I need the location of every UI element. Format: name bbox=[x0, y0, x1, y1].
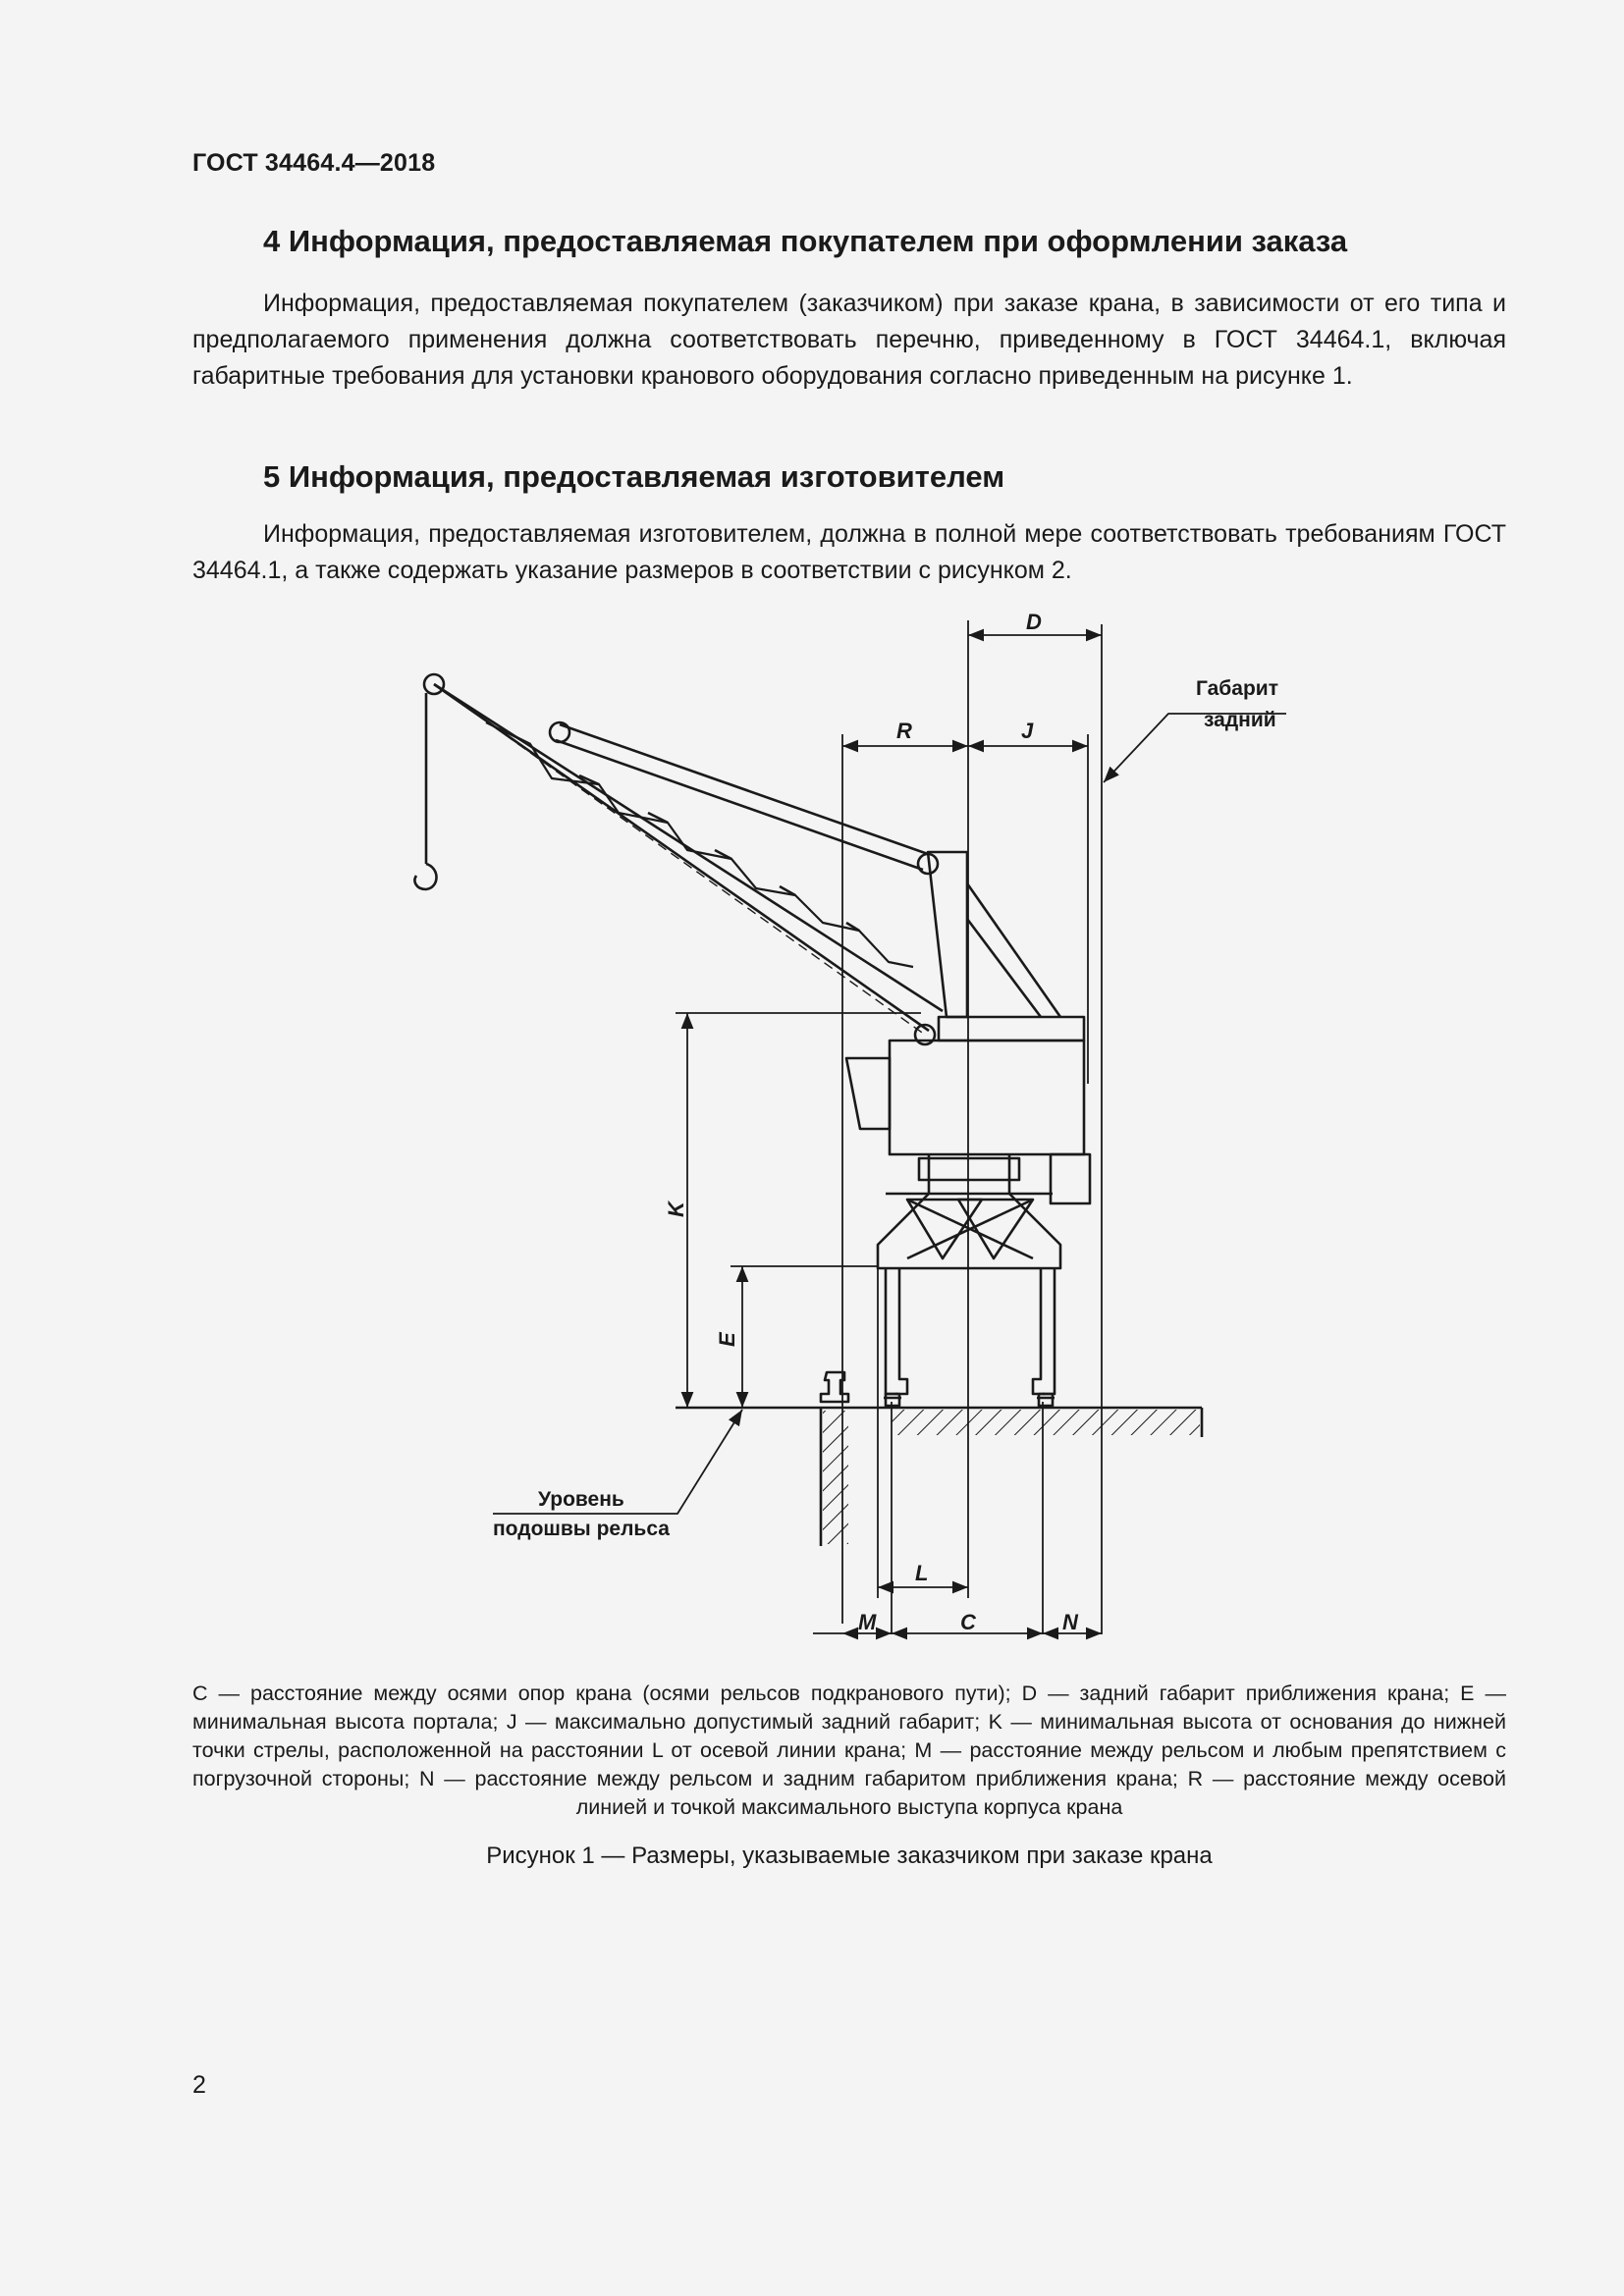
dim-label-K: K bbox=[664, 1201, 688, 1217]
section-4-heading: 4 Информация, предоставляемая покупателем при оформлении заказа bbox=[263, 224, 1348, 258]
rail-profile bbox=[821, 1372, 848, 1402]
dim-label-L: L bbox=[915, 1561, 929, 1585]
section-4-paragraph: Информация, предоставляемая покупателем (заказчиком) при заказе крана, в зависимости от его типа и предполагаемого применения должна соответствовать перечню, приведенному в ГОСТ 34464.1, включая габаритные требования для установки кранового оборудования согласно приведенным на рисунке 1. bbox=[192, 290, 1506, 390]
crane-boom bbox=[424, 674, 943, 1044]
section-5-paragraph: Информация, предоставляемая изготовителем, должна в полной мере соответствовать требованиям ГОСТ 34464.1, а также содержать указание размеров в соответствии с рисунком 2. bbox=[192, 520, 1506, 584]
dim-label-C: C bbox=[960, 1610, 976, 1634]
figure-caption: Рисунок 1 — Размеры, указываемые заказчиком при заказе крана bbox=[486, 1842, 1213, 1869]
figure-legend: C — расстояние между осями опор крана (осями рельсов подкранового пути); D — задний габарит приближения крана; E — минимальная высота портала; J — максимально допустимый задний габарит; K — минимальная высота от основания до нижней точки стрелы, расположенной на расстоянии L от осевой линии крана; M — расстояние между рельсом и любым препятствием с погрузочной стороны; N — расстояние между рельсом и задним габаритом приближения крана; R — расстояние между осевой линией и точкой максимального выступа корпуса крана bbox=[192, 1682, 1506, 1819]
hook-block bbox=[414, 693, 436, 889]
document-code: ГОСТ 34464.4—2018 bbox=[192, 149, 436, 177]
rear-clearance-label-line2: задний bbox=[1204, 709, 1276, 731]
dim-label-R: R bbox=[896, 719, 912, 743]
dim-label-E: E bbox=[715, 1332, 739, 1347]
dim-label-D: D bbox=[1026, 610, 1042, 634]
dim-label-J: J bbox=[1021, 719, 1034, 743]
dim-label-M: M bbox=[858, 1610, 877, 1634]
rail-level-label-line1: Уровень bbox=[538, 1488, 624, 1511]
ground bbox=[676, 1408, 1202, 1546]
rail-level-label-line2: подошвы рельса bbox=[493, 1518, 670, 1540]
dim-label-N: N bbox=[1062, 1610, 1078, 1634]
section-5-heading: 5 Информация, предоставляемая изготовителем bbox=[263, 459, 1005, 494]
crane-drawing bbox=[0, 589, 1624, 1649]
crane-portal bbox=[878, 1154, 1060, 1406]
dimension-lines bbox=[687, 635, 1102, 1633]
rear-clearance-label-line1: Габарит bbox=[1196, 677, 1278, 700]
page-number: 2 bbox=[192, 2071, 206, 2099]
crane-dimensions-figure bbox=[0, 589, 1624, 1649]
